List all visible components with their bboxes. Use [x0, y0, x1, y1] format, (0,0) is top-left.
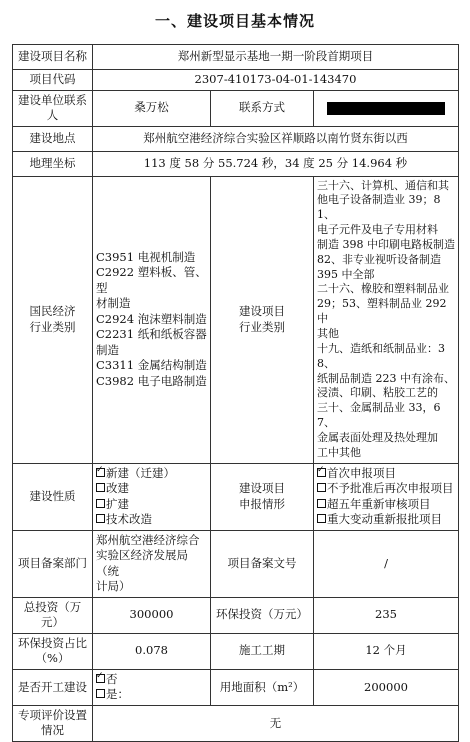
project-industry-line: 395 中全部 [317, 267, 375, 281]
industry-code-line: C3982 电子电路制造 [96, 373, 207, 388]
row-project-code [13, 70, 459, 91]
value-construction-period: 12 个月 [314, 633, 459, 669]
row-special-eval [13, 705, 459, 741]
project-industry-line: 制造 398 中印刷电路板制造 [317, 237, 455, 251]
nature-option-label: 新建（迁建） [106, 465, 175, 480]
application-option[interactable] [317, 466, 455, 482]
checkbox-checked-icon[interactable] [96, 674, 105, 683]
label-special-eval [13, 705, 93, 741]
industry-code-line: 材制造 [96, 296, 131, 311]
application-option-label: 首次申报项目 [327, 465, 396, 480]
industry-code-line: C3311 金属结构制造 [96, 358, 207, 373]
row-coords [13, 151, 459, 176]
project-industry-line: 电子元件及电子专用材料 [317, 223, 438, 237]
label-started: 是否开工建设 [13, 669, 93, 705]
industry-code-line: C2922 塑料板、管、型 [96, 265, 207, 295]
project-industry-line: 他电子设备制造业 39；81、 [317, 193, 441, 222]
started-option-yes-label: 是： [106, 687, 129, 702]
label-total-investment: 总投资（万元） [13, 597, 93, 633]
value-filing-dept [93, 530, 211, 597]
project-industry-line: 29；53、塑料制品业 292 中 [317, 297, 447, 326]
value-project-industry [314, 176, 459, 463]
row-location [13, 126, 459, 151]
row-industry [13, 176, 459, 463]
application-option[interactable] [317, 481, 455, 497]
label-env-ratio [13, 633, 93, 669]
nature-option[interactable] [96, 481, 207, 497]
nature-option[interactable] [96, 497, 207, 513]
label-env-ratio-line1: 环保投资占比 [18, 635, 87, 650]
row-project-name [13, 45, 459, 70]
label-construction-period: 施工工期 [211, 633, 314, 669]
value-coords: 113 度 58 分 55.724 秒，34 度 25 分 14.964 秒 [93, 151, 459, 176]
project-industry-line: 三十、金属制品业 33，67、 [317, 401, 441, 430]
value-land-area: 200000 [314, 669, 459, 705]
application-option-label: 重大变动重新报批项目 [327, 512, 442, 527]
value-total-investment: 300000 [93, 597, 211, 633]
checkbox-empty-icon[interactable] [96, 689, 105, 698]
nature-option[interactable] [96, 466, 207, 482]
project-industry-line: 三十六、计算机、通信和其 [317, 178, 449, 192]
started-option-no-label: 否 [106, 671, 118, 686]
application-option-label: 超五年重新审核项目 [327, 496, 431, 511]
row-filing [13, 530, 459, 597]
industry-code-line: C2231 纸和纸板容器 [96, 327, 207, 342]
label-special-eval-line1: 专项评价设置 [18, 707, 87, 722]
filing-dept-line3: 计局） [96, 579, 131, 594]
value-project-name: 郑州新型显示基地一期一阶段首期项目 [93, 45, 459, 70]
application-option[interactable] [317, 497, 455, 513]
label-contact-line2: 人 [46, 108, 59, 123]
row-nature [13, 463, 459, 530]
checkbox-checked-icon[interactable] [96, 468, 105, 477]
label-filing-doc: 项目备案文号 [211, 530, 314, 597]
application-option-label: 不予批准后再次申报项目 [327, 481, 454, 496]
project-industry-line: 浸渍、印刷、粘胶工艺的 [317, 386, 438, 400]
row-contact [13, 90, 459, 126]
project-industry-line: 十九、造纸和纸制品业：38、 [317, 341, 445, 370]
industry-code-line: C3951 电视机制造 [96, 249, 196, 264]
nature-option-label: 改建 [106, 481, 129, 496]
nature-option-label: 扩建 [106, 496, 129, 511]
label-coords: 地理坐标 [13, 151, 93, 176]
label-project-industry-line1: 建设项目 [239, 304, 285, 319]
label-project-code: 项目代码 [13, 70, 93, 91]
label-env-investment: 环保投资（万元） [211, 597, 314, 633]
row-started [13, 669, 459, 705]
value-industry-codes [93, 176, 211, 463]
label-filing-dept: 项目备案部门 [13, 530, 93, 597]
nature-option-label: 技术改造 [106, 512, 152, 527]
filing-dept-line2: 实验区经济发展局（统 [96, 548, 188, 578]
value-location: 郑州航空港经济综合实验区祥顺路以南竹贤东街以西 [93, 126, 459, 151]
project-industry-line: 纸制品制造 223 中有涂布、 [317, 371, 455, 385]
checkbox-empty-icon[interactable] [317, 514, 326, 523]
label-application-line1: 建设项目 [239, 481, 285, 496]
label-project-name: 建设项目名称 [13, 45, 93, 70]
label-project-industry [211, 176, 314, 463]
label-industry [13, 176, 93, 463]
started-options [93, 669, 211, 705]
filing-dept-line1: 郑州航空港经济综合 [96, 532, 200, 547]
checkbox-checked-icon[interactable] [317, 468, 326, 477]
industry-code-line: C2924 泡沫塑料制造 [96, 311, 207, 326]
value-filing-doc: / [314, 530, 459, 597]
project-industry-line: 金属表面处理及热处理加 [317, 430, 438, 444]
value-contact-method [314, 90, 459, 126]
value-project-code: 2307-410173-04-01-143470 [93, 70, 459, 91]
label-application-line2: 申报情形 [239, 496, 285, 511]
project-industry-line: 82、非专业视听设备制造 [317, 252, 441, 266]
redaction-block [327, 102, 445, 115]
value-env-ratio: 0.078 [93, 633, 211, 669]
application-option[interactable] [317, 512, 455, 528]
label-nature: 建设性质 [13, 463, 93, 530]
row-investment [13, 597, 459, 633]
checkbox-empty-icon[interactable] [96, 483, 105, 492]
started-option-no[interactable] [96, 672, 207, 688]
checkbox-empty-icon[interactable] [317, 499, 326, 508]
label-project-industry-line2: 行业类别 [239, 319, 285, 334]
project-industry-line: 二十六、橡胶和塑料制品业 [317, 282, 449, 296]
label-industry-line1: 国民经济 [29, 304, 76, 319]
nature-options [93, 463, 211, 530]
industry-code-line: 制造 [96, 342, 119, 357]
nature-option[interactable] [96, 512, 207, 528]
value-contact-person: 桑万松 [93, 90, 211, 126]
label-contact-method: 联系方式 [211, 90, 314, 126]
checkbox-empty-icon[interactable] [317, 483, 326, 492]
page-title: 一、建设项目基本情况 [154, 12, 315, 30]
project-info-table [12, 44, 459, 742]
label-contact [13, 90, 93, 126]
checkbox-empty-icon[interactable] [96, 499, 105, 508]
label-location: 建设地点 [13, 126, 93, 151]
project-industry-line: 工中其他 [317, 445, 361, 459]
project-industry-line: 其他 [317, 326, 339, 340]
label-special-eval-line2: 情况 [41, 723, 64, 738]
label-industry-line2: 行业类别 [29, 319, 76, 334]
started-option-yes[interactable] [96, 687, 207, 703]
value-env-investment: 235 [314, 597, 459, 633]
label-contact-line1: 建设单位联系 [18, 92, 87, 107]
label-env-ratio-line2: （%） [35, 651, 70, 666]
application-options [314, 463, 459, 530]
checkbox-empty-icon[interactable] [96, 514, 105, 523]
label-land-area: 用地面积（m²） [211, 669, 314, 705]
value-special-eval: 无 [93, 705, 459, 741]
row-ratio [13, 633, 459, 669]
label-application [211, 463, 314, 530]
